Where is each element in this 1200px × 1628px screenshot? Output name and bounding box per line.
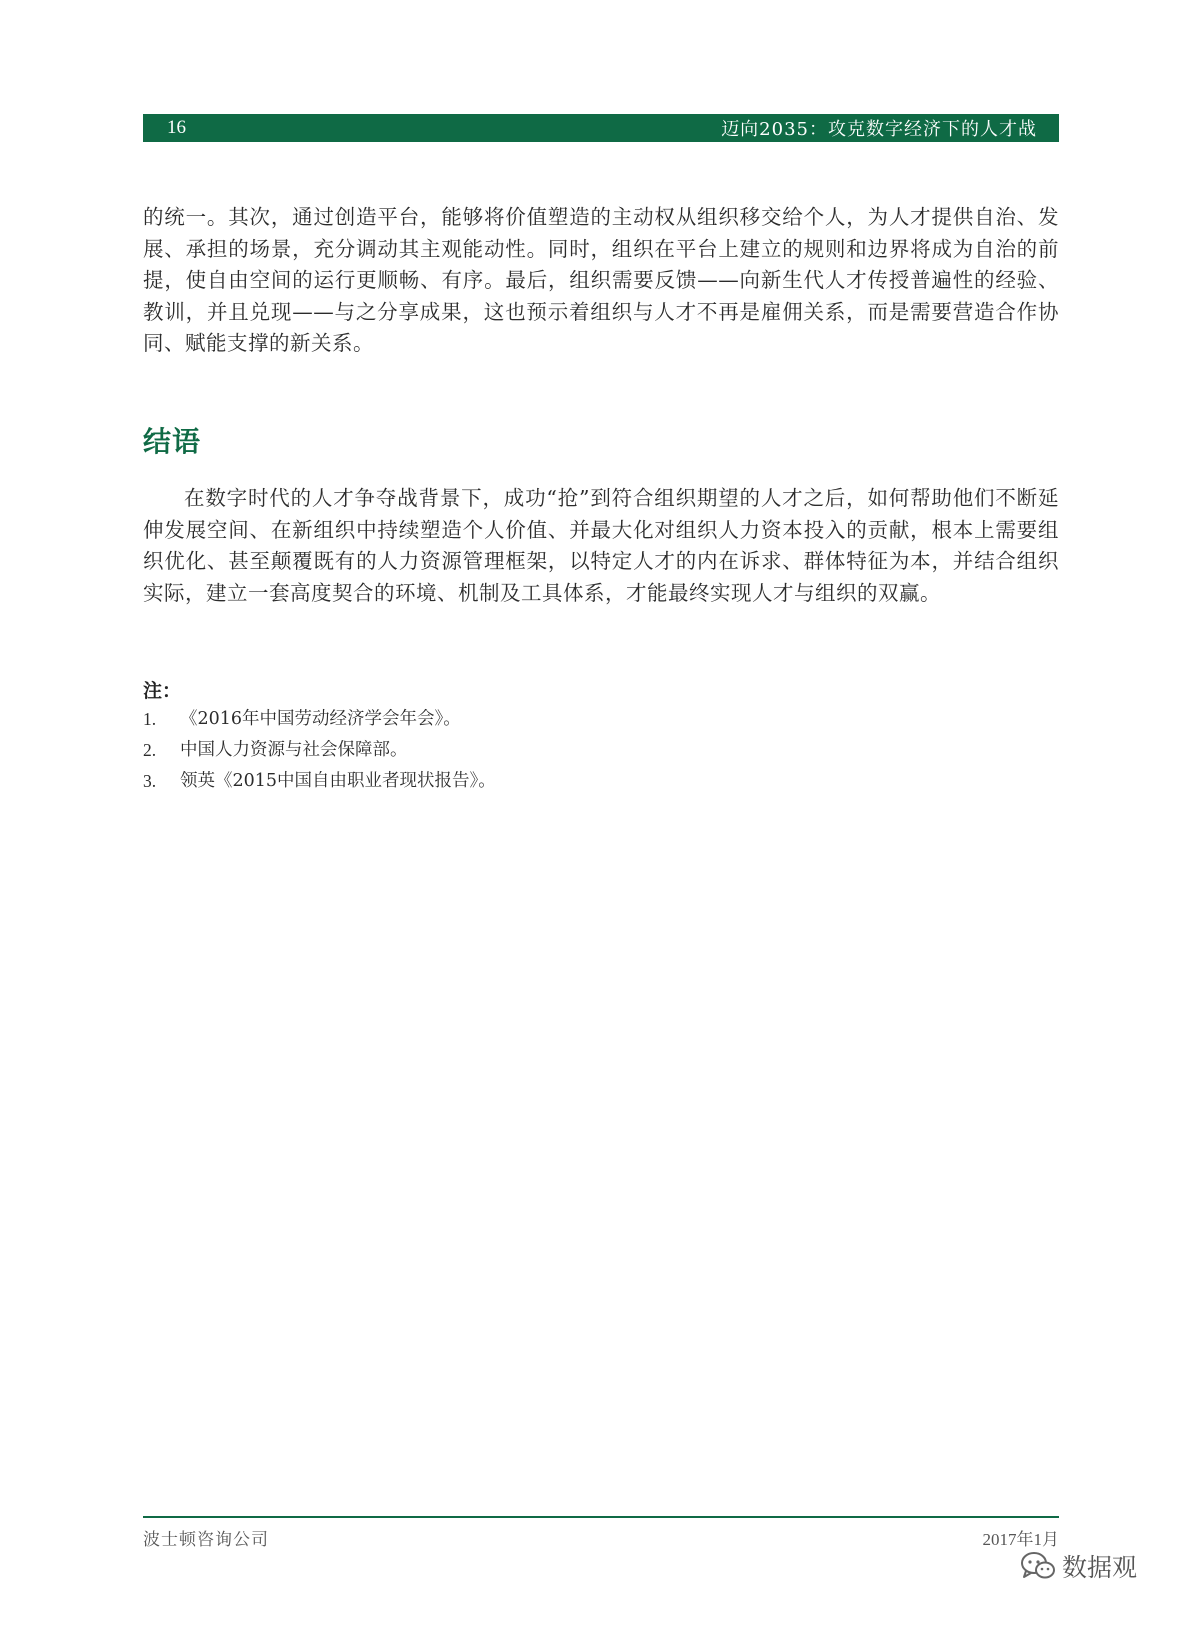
footer-company: 波士顿咨询公司 [143, 1530, 269, 1550]
note-text: 领英《2015中国自由职业者现状报告》。 [180, 771, 496, 791]
note-number: 1. [143, 709, 157, 729]
page-header-bar [143, 114, 1059, 142]
note-item [143, 704, 496, 735]
watermark [1020, 1548, 1137, 1584]
notes-title: 注： [143, 680, 182, 702]
note-item [143, 735, 496, 766]
watermark-text: 数据观 [1062, 1553, 1138, 1582]
section-heading: 结语 [143, 425, 202, 458]
note-number: 2. [143, 740, 157, 760]
page-number: 16 [167, 117, 186, 138]
footer-date: 2017年1月 [982, 1530, 1059, 1549]
note-number: 3. [143, 771, 157, 791]
notes-list [143, 704, 496, 797]
conclusion-paragraph: 在数字时代的人才争夺战背景下，成功“抢”到符合组织期望的人才之后，如何帮助他们不断延伸发展空间、在新组织中持续塑造个人价值、并最大化对组织人力资本投入的贡献，根本上需要组织优化、甚至颠覆既有的人力资源管理框架，以特定人才的内在诉求、群体特征为本，并结合组织实际，建立一套高度契合的环境、机制及工具体系，才能最终实现人才与组织的双赢。 [143, 486, 1059, 605]
footer-divider [143, 1516, 1059, 1518]
note-text: 中国人力资源与社会保障部。 [180, 740, 408, 760]
document-title: 迈向2035：攻克数字经济下的人才战 [721, 119, 1037, 140]
note-item [143, 766, 496, 797]
body-paragraph-1: 的统一。其次，通过创造平台，能够将价值塑造的主动权从组织移交给个人，为人才提供自治、发展、承担的场景，充分调动其主观能动性。同时，组织在平台上建立的规则和边界将成为自治的前提，使自由空间的运行更顺畅、有序。最后，组织需要反馈——向新生代人才传授普遍性的经验、教训，并且兑现——与之分享成果，这也预示着组织与人才不再是雇佣关系，而是需要营造合作协同、赋能支撑的新关系。 [143, 205, 1059, 355]
wechat-icon [1020, 1550, 1056, 1582]
note-text: 《2016年中国劳动经济学会年会》。 [180, 709, 461, 729]
